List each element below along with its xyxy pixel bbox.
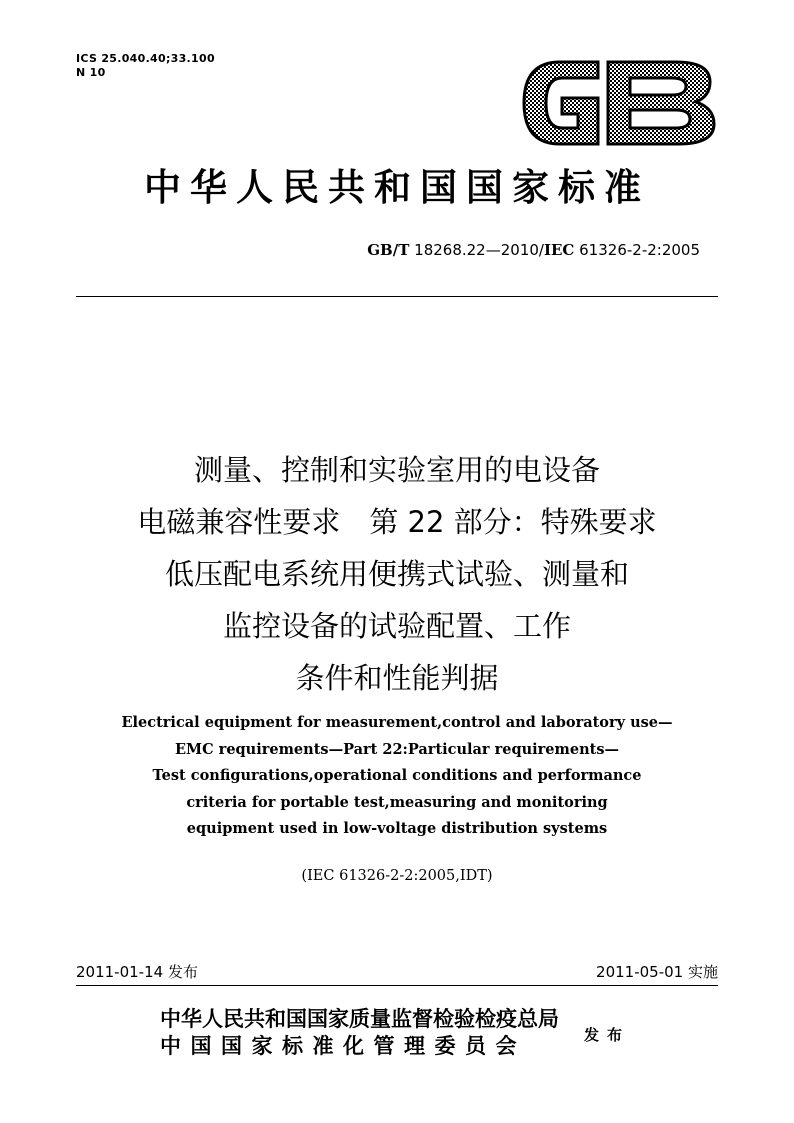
issuer-aqsiq: 中华人民共和国国家质量监督检验检疫总局 — [160, 1006, 559, 1031]
chinese-title-line: 电磁兼容性要求 第 22 部分：特殊要求 — [137, 505, 657, 539]
english-title-line: criteria for portable test,measuring and monitoring — [186, 793, 608, 811]
ccs-code: N 10 — [76, 66, 106, 79]
standard-number — [367, 240, 700, 260]
national-standard-title: 中华人民共和国国家标准 — [144, 165, 650, 209]
chinese-title — [40, 444, 754, 704]
publish-label: 发布 — [584, 1026, 631, 1044]
chinese-title-line: 测量、控制和实验室用的电设备 — [193, 453, 600, 487]
chinese-title-line: 条件和性能判据 — [295, 661, 499, 695]
chinese-title-line: 监控设备的试验配置、工作 — [222, 609, 571, 643]
standard-prefix: GB/T — [367, 241, 410, 259]
divider-bottom — [76, 985, 718, 986]
iec-code: 61326-2-2:2005 — [579, 241, 700, 259]
english-title-line: Electrical equipment for measurement,control and laboratory use— — [121, 714, 673, 731]
issuing-authorities — [160, 1005, 559, 1059]
classification-codes — [76, 52, 215, 80]
implementation-date: 2011-05-01 实施 — [596, 963, 718, 981]
english-title-line: Test configurations,operational conditions and performance — [152, 767, 642, 784]
iec-prefix: IEC — [543, 241, 575, 259]
english-title — [40, 710, 754, 843]
issuer-sac: 中国国家标准化管理委员会 — [160, 1033, 526, 1058]
issue-date: 2011-01-14 发布 — [76, 963, 198, 981]
adoption-identifier: (IEC 61326-2-2:2005,IDT) — [301, 868, 493, 884]
chinese-title-line: 低压配电系统用便携式试验、测量和 — [164, 557, 629, 591]
ics-code: ICS 25.040.40;33.100 — [76, 52, 215, 65]
gb-logo — [520, 58, 718, 148]
divider-top — [76, 296, 718, 297]
standard-code: 18268.22—2010/ — [414, 241, 544, 259]
english-title-line: equipment used in low-voltage distribution systems — [186, 820, 608, 837]
english-title-line: EMC requirements—Part 22:Particular requirements— — [174, 740, 619, 758]
